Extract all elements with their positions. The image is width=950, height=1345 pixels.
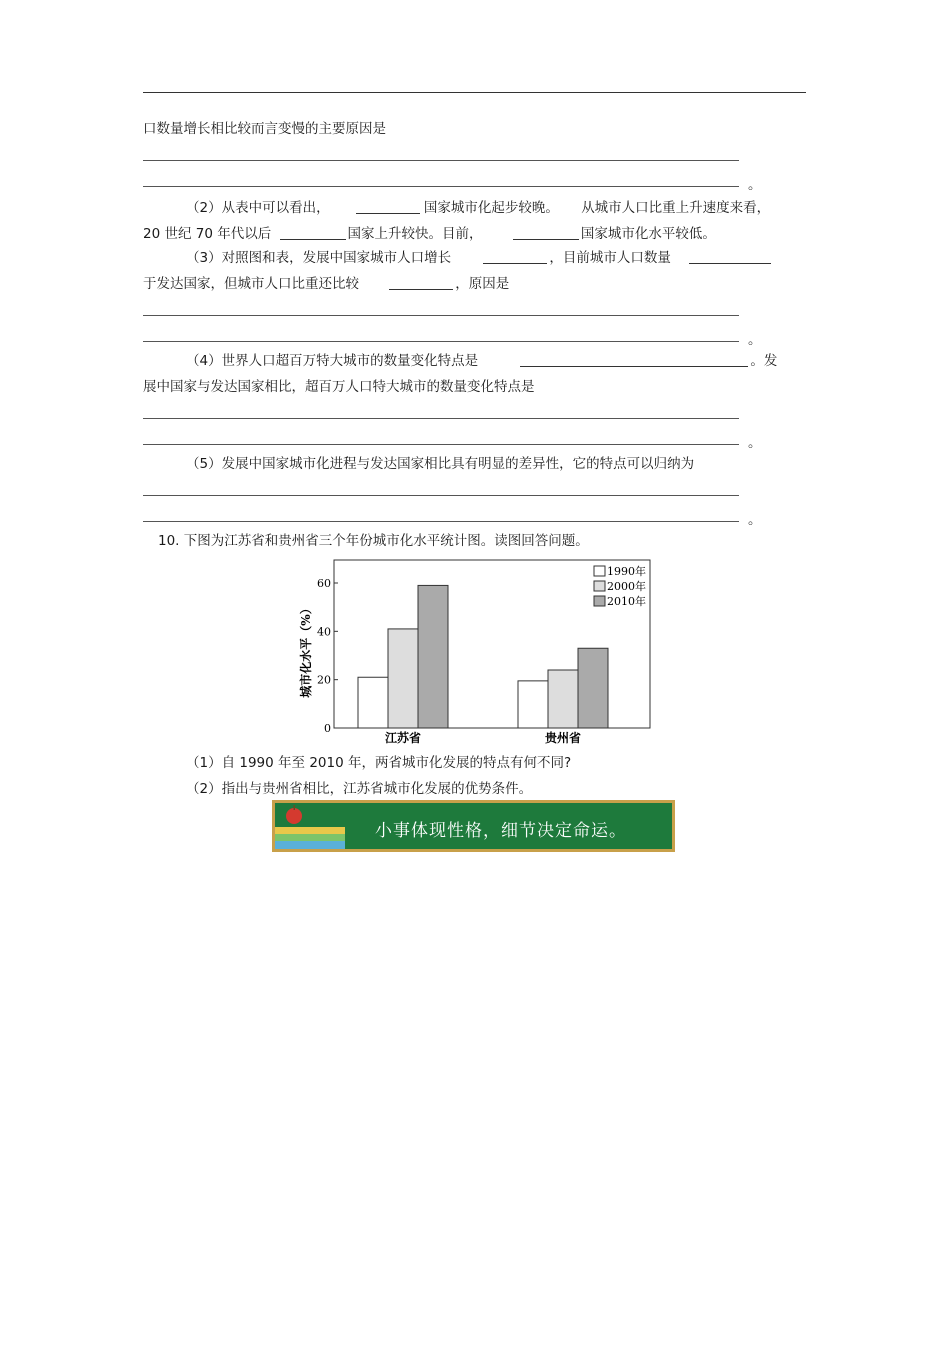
question-4-line-2: 展中国家与发达国家相比，超百万人口特大城市的数量变化特点是 (143, 379, 535, 395)
books-icon (275, 823, 345, 849)
category-label: 江苏省 (384, 731, 422, 745)
question-5-line-1: （5）发展中国家城市化进程与发达国家相比具有明显的差异性，它的特点可以归纳为 (186, 456, 695, 472)
answer-line (143, 521, 739, 522)
y-axis-label: 城市化水平（%） (299, 602, 313, 698)
apple-icon (283, 805, 305, 825)
blank[interactable] (356, 199, 420, 214)
header-rule (143, 92, 806, 93)
period: 。 (748, 435, 762, 451)
bar-2010年 (418, 585, 448, 728)
text: 国家城市化起步较晚。 (423, 200, 559, 216)
bar-2000年 (548, 670, 578, 728)
y-tick-label: 40 (317, 625, 331, 639)
question-4-line-1 (186, 352, 777, 370)
banner-text: 小事体现性格，细节决定命运。 (375, 821, 627, 841)
text: （3）对照图和表，发展中国家城市人口增长 (186, 250, 452, 266)
motto-banner (272, 800, 675, 852)
answer-line (143, 495, 739, 496)
answer-line (143, 315, 739, 316)
question-10-1: （1）自 1990 年至 2010 年，两省城市化发展的特点有何不同? (186, 755, 572, 771)
answer-line (143, 444, 739, 445)
answer-line (143, 160, 739, 161)
blank[interactable] (689, 249, 771, 264)
urbanization-bar-chart (296, 556, 656, 748)
legend-label: 2010年 (607, 595, 646, 608)
question-10-2: （2）指出与贵州省相比，江苏省城市化发展的优势条件。 (186, 781, 533, 797)
question-2-line-1 (186, 199, 770, 217)
text: 。发 (750, 353, 778, 369)
y-tick-label: 20 (317, 673, 331, 687)
blank[interactable] (483, 249, 547, 264)
blank[interactable] (520, 352, 748, 367)
text: （4）世界人口超百万特大城市的数量变化特点是 (186, 353, 479, 369)
blank[interactable] (513, 225, 579, 240)
legend-label: 2000年 (607, 580, 646, 593)
category-label: 贵州省 (544, 731, 582, 745)
text: 于发达国家，但城市人口比重还比较 (143, 276, 359, 292)
bar-1990年 (518, 681, 548, 728)
legend-swatch (594, 581, 605, 591)
text: ，原因是 (455, 276, 510, 292)
text: ，目前城市人口数量 (549, 250, 671, 266)
period: 。 (748, 512, 762, 528)
text: （2）从表中可以看出， (186, 200, 330, 216)
period: 。 (748, 332, 762, 348)
answer-line (143, 186, 739, 187)
question-2-line-2 (143, 225, 716, 243)
answer-line (143, 341, 739, 342)
text: 从城市人口比重上升速度来看， (581, 200, 771, 216)
legend-label: 1990年 (607, 565, 646, 578)
question-3-line-2 (143, 275, 509, 293)
bar-2000年 (388, 629, 418, 728)
blank[interactable] (389, 275, 453, 290)
legend-swatch (594, 596, 605, 606)
legend-swatch (594, 566, 605, 576)
text: 国家上升较快。目前， (347, 226, 483, 242)
bar-2010年 (578, 648, 608, 728)
y-tick-label: 60 (317, 577, 331, 590)
blank[interactable] (280, 225, 346, 240)
y-tick-label: 0 (324, 722, 331, 735)
text: 20 世纪 70 年代以后 (143, 226, 272, 242)
question-3-line-1 (186, 249, 771, 267)
question-10: 10. 下图为江苏省和贵州省三个年份城市化水平统计图。读图回答问题。 (158, 533, 589, 549)
period: 。 (748, 177, 762, 193)
answer-line (143, 418, 739, 419)
bar-1990年 (358, 677, 388, 728)
text: 国家城市化水平较低。 (580, 226, 716, 242)
text-line: 口数量增长相比较而言变慢的主要原因是 (143, 121, 386, 137)
